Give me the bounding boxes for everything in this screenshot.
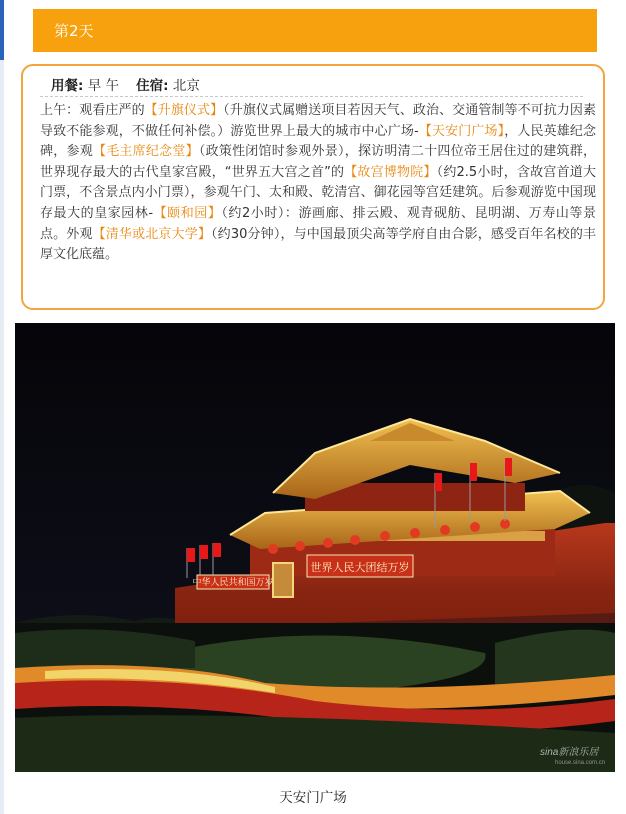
highlight-attraction: 【颐和园】 <box>153 205 222 221</box>
description-text: ，人民英雄纪念碑，参观 <box>40 123 596 160</box>
day-title: 第2天 <box>54 22 94 40</box>
watermark-url: house.sina.com.cn <box>555 760 606 766</box>
highlight-attraction: 【天安门广场】 <box>418 123 505 139</box>
description-text: （约2小时）：游画廊、排云殿、观青砚舫、昆明湖、万寿山等景点。外观 <box>40 205 596 242</box>
description-text: （约2.5小时，含故宫首道大门票，不含景点内小门票），参观午门、太和殿、乾清宫、御花园等宫廷建筑。后参观游览中国现存最大的皇家园林- <box>40 164 596 221</box>
watermark-brand: sina新浪乐居 <box>540 747 599 758</box>
description-text: （政策性闭馆时参观外景），探访明清二十四位帝王居住过的建筑群，世界现存最大的古代皇家宫殿，“世界五大宫之首”的 <box>40 144 596 180</box>
meal-value: 早 午 <box>87 78 119 94</box>
day-header <box>33 9 597 52</box>
highlight-attraction: 【毛主席纪念堂】 <box>92 144 199 160</box>
page-edge-strip <box>0 0 4 814</box>
description-text: 上午：观看庄严的 <box>40 103 145 118</box>
description-text: （约30分钟），与中国最顶尖高等学府自由合影，感受百年名校的丰厚文化底蕴。 <box>40 226 596 263</box>
stay-value: 北京 <box>172 78 200 94</box>
description-text: （升旗仪式属赠送项目若因天气、政治、交通管制等不可抗力因素导致不能参观，不做任何补偿。）游览世界上最大的城市中心广场- <box>40 103 596 139</box>
photo-caption: 天安门广场 <box>279 790 347 806</box>
tiananmen-photo <box>15 323 615 772</box>
meal-info <box>51 74 200 94</box>
right-banner-text: 世界人民大团结万岁 <box>310 561 410 574</box>
stay-label: 住宿: <box>136 78 169 94</box>
itinerary-description <box>40 101 596 266</box>
highlight-attraction: 【故宫博物院】 <box>344 164 437 180</box>
divider <box>40 96 583 97</box>
meal-label: 用餐: <box>51 78 84 94</box>
highlight-attraction: 【清华或北京大学】 <box>92 226 212 242</box>
itinerary-box <box>21 64 605 310</box>
highlight-attraction: 【升旗仪式】 <box>144 103 224 118</box>
left-banner-text: 中华人民共和国万岁 <box>192 578 274 588</box>
